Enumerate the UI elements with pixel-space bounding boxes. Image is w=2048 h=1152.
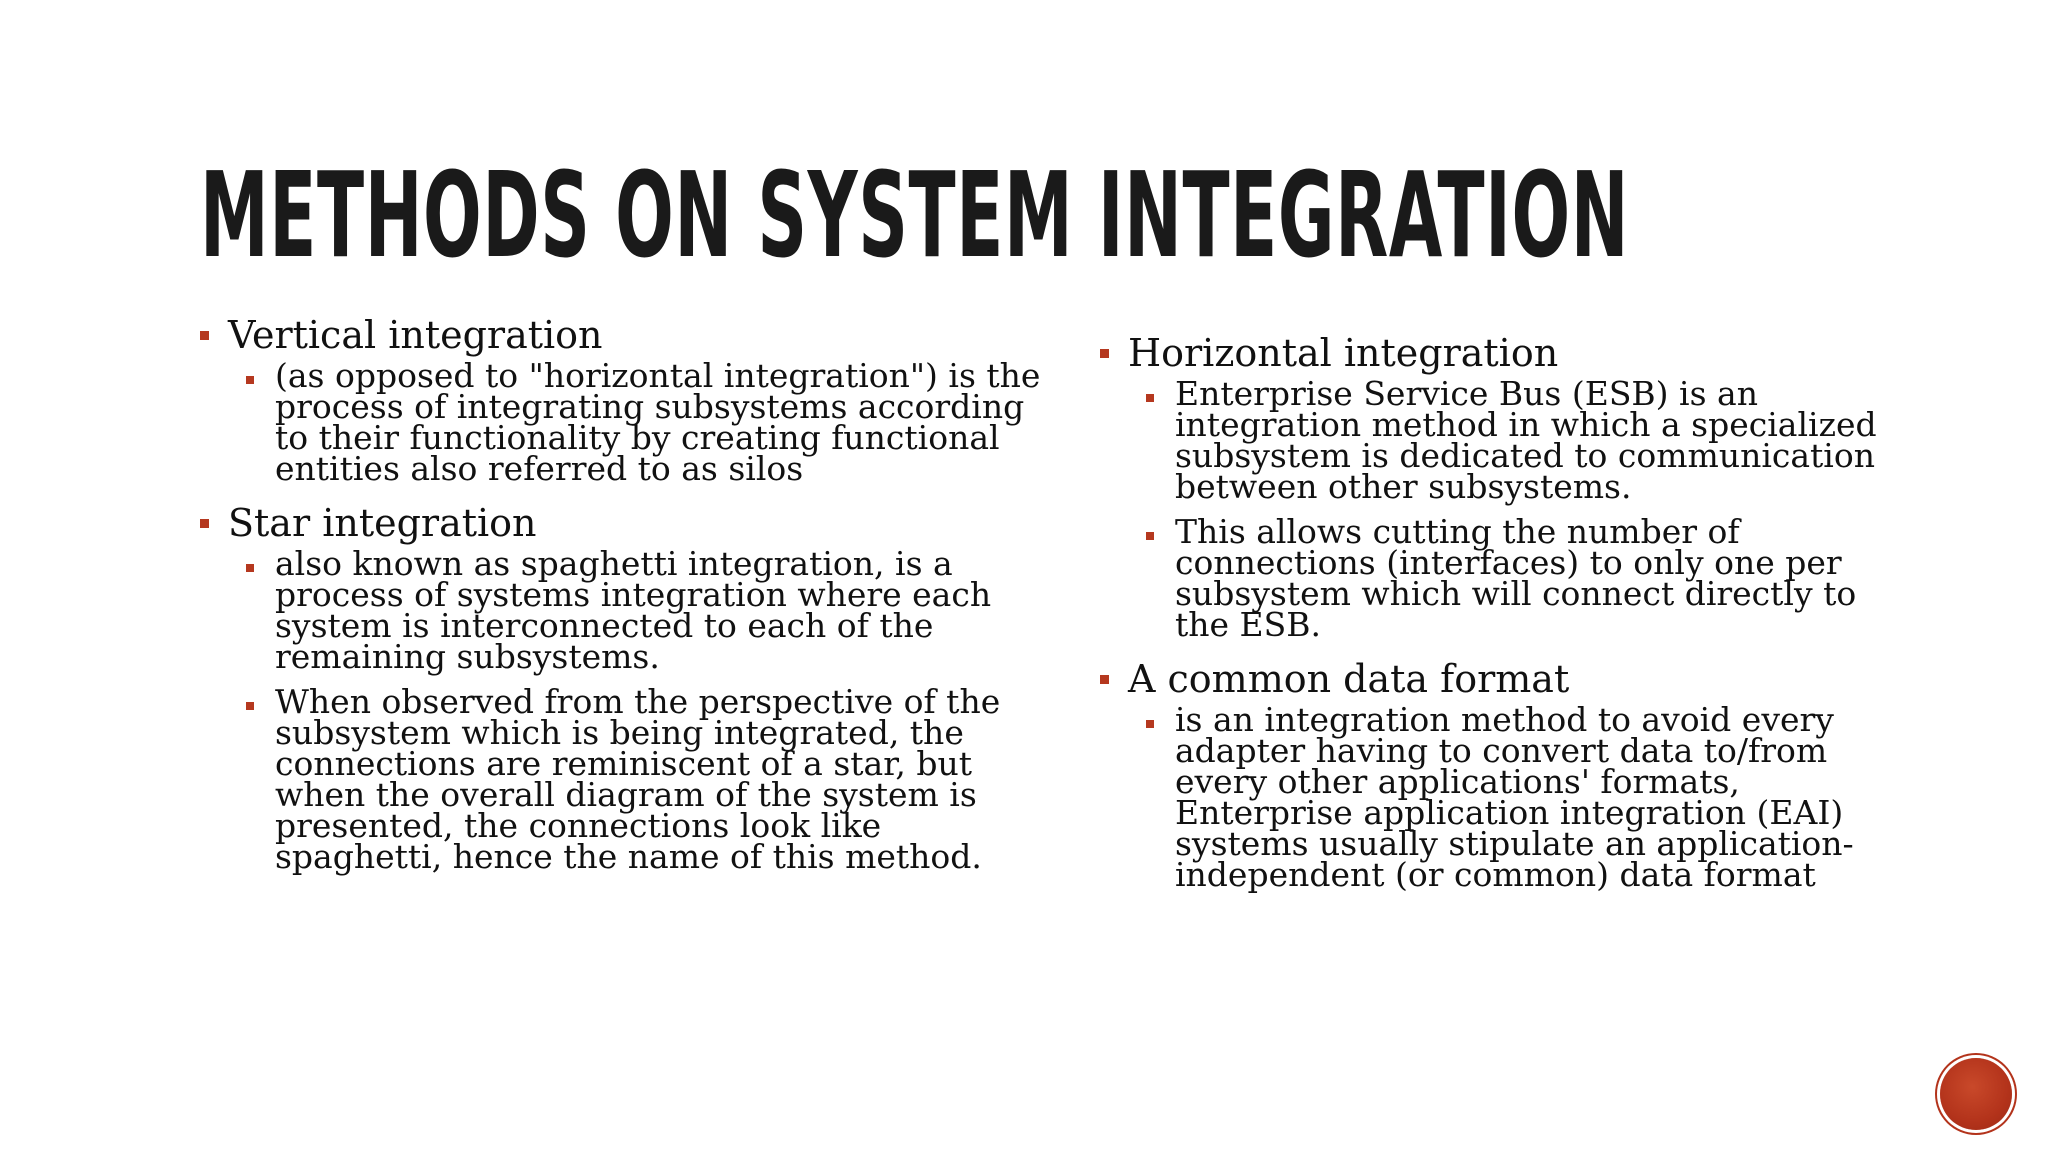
sub-bullet-list (228, 356, 1058, 488)
sub-bullet-text: also known as spaghetti integration, is a process of systems integration where each system is interconnected to each of the remaining subsystems. (275, 544, 992, 676)
square-bullet-icon (1100, 349, 1109, 358)
square-bullet-icon (1100, 675, 1109, 684)
square-bullet-icon (200, 519, 209, 528)
bullet-common-data-format (1098, 656, 1878, 894)
bullet-heading: Vertical integration (228, 313, 603, 357)
sub-bullet-list (1128, 374, 1878, 644)
square-bullet-icon (246, 564, 254, 572)
sub-bullet-list (1128, 700, 1878, 894)
bullet-heading: Horizontal integration (1128, 331, 1559, 375)
right-bullet-list (1098, 330, 1878, 894)
sub-bullet (228, 682, 1058, 876)
sub-bullet (1128, 512, 1878, 644)
sub-bullet (1128, 700, 1878, 894)
square-bullet-icon (246, 702, 254, 710)
square-bullet-icon (1146, 532, 1154, 540)
sub-bullet-text: (as opposed to "horizontal integration") is the process of integrating subsystems according to their functionality by creating functional entities also referred to as silos (275, 356, 1041, 488)
sub-bullet-text: When observed from the perspective of the subsystem which is being integrated, the connections are reminiscent of a star, but when the overall diagram of the system is presented, the connections look like spaghetti, hence the name of this method. (275, 682, 1001, 876)
sub-bullet (1128, 374, 1878, 506)
right-column (1098, 330, 1878, 906)
bullet-horizontal-integration (1098, 330, 1878, 644)
bullet-vertical-integration (198, 312, 1058, 488)
square-bullet-icon (1146, 394, 1154, 402)
slide-title: METHODS ON SYSTEM INTEGRATION (200, 146, 1630, 284)
sub-bullet-text: Enterprise Service Bus (ESB) is an integration method in which a specialized subsystem is dedicated to communication between other subsystems. (1175, 374, 1877, 506)
sub-bullet-text: This allows cutting the number of connections (interfaces) to only one per subsystem which will connect directly to the ESB. (1175, 512, 1857, 644)
bullet-star-integration (198, 500, 1058, 876)
bullet-heading: A common data format (1128, 657, 1570, 701)
square-bullet-icon (246, 376, 254, 384)
sub-bullet (228, 544, 1058, 676)
sub-bullet-text: is an integration method to avoid every adapter having to convert data to/from every other applications' formats, Enterprise application integration (EAI) systems usually stipulate an application-independent (or common) data format (1175, 700, 1854, 894)
bullet-heading: Star integration (228, 501, 537, 545)
left-column (198, 312, 1058, 888)
slide-nav-button[interactable] (1940, 1058, 2012, 1130)
sub-bullet (228, 356, 1058, 488)
square-bullet-icon (200, 331, 209, 340)
left-bullet-list (198, 312, 1058, 876)
square-bullet-icon (1146, 720, 1154, 728)
sub-bullet-list (228, 544, 1058, 876)
